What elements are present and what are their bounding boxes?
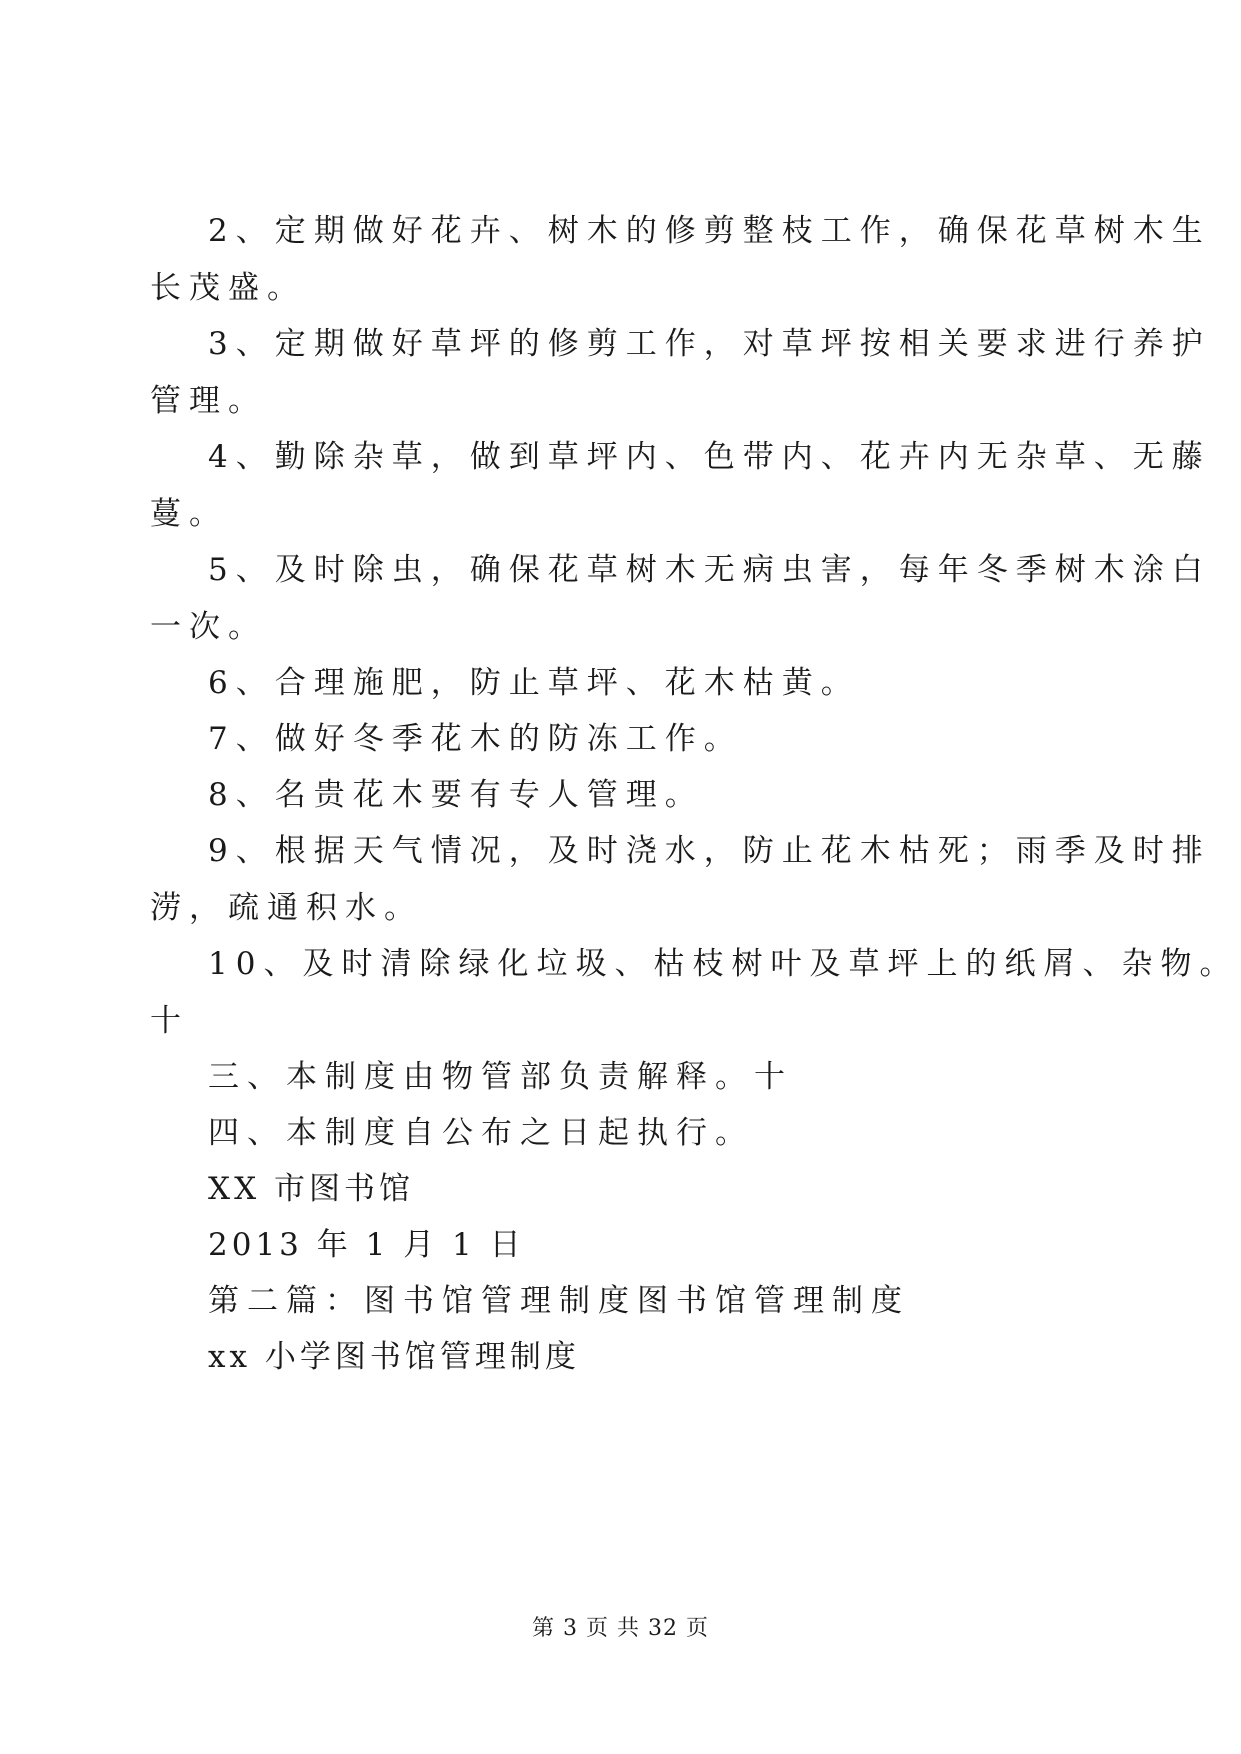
item-10-line-1: 10、及时清除绿化垃圾、枯枝树叶及草坪上的纸屑、杂物。 bbox=[208, 946, 1239, 982]
item-9-line-2: 涝，疏通积水。 bbox=[150, 890, 423, 926]
item-4-line-2: 蔓。 bbox=[150, 496, 228, 532]
item-5-line-1: 5、及时除虫，确保花草树木无病虫害，每年冬季树木涂白 bbox=[208, 552, 1211, 588]
section-title: 第二篇：图书馆管理制度图书馆管理制度 bbox=[208, 1283, 910, 1319]
item-9-line-1: 9、根据天气情况，及时浇水，防止花木枯死；雨季及时排 bbox=[208, 833, 1211, 869]
item-8: 8、名贵花木要有专人管理。 bbox=[208, 777, 704, 813]
item-2-line-2: 长茂盛。 bbox=[150, 270, 306, 306]
issue-date: 2013 年 1 月 1 日 bbox=[208, 1227, 525, 1263]
item-7: 7、做好冬季花木的防冻工作。 bbox=[208, 721, 743, 757]
item-2-line-1: 2、定期做好花卉、树木的修剪整枝工作，确保花草树木生 bbox=[208, 213, 1211, 249]
item-3-line-2: 管理。 bbox=[150, 383, 267, 419]
item-4-line-1: 4、勤除杂草，做到草坪内、色带内、花卉内无杂草、无藤 bbox=[208, 439, 1211, 475]
item-10-line-2: 十 bbox=[150, 1003, 189, 1039]
section-subtitle: xx 小学图书馆管理制度 bbox=[208, 1339, 580, 1375]
clause-4: 四、本制度自公布之日起执行。 bbox=[208, 1115, 754, 1151]
item-3-line-1: 3、定期做好草坪的修剪工作，对草坪按相关要求进行养护 bbox=[208, 326, 1211, 362]
item-6: 6、合理施肥，防止草坪、花木枯黄。 bbox=[208, 665, 860, 701]
clause-3: 三、本制度由物管部负责解释。十 bbox=[208, 1059, 793, 1095]
item-5-line-2: 一次。 bbox=[150, 609, 267, 645]
issuer: XX 市图书馆 bbox=[208, 1171, 414, 1207]
page-number-footer: 第 3 页 共 32 页 bbox=[532, 1616, 709, 1641]
